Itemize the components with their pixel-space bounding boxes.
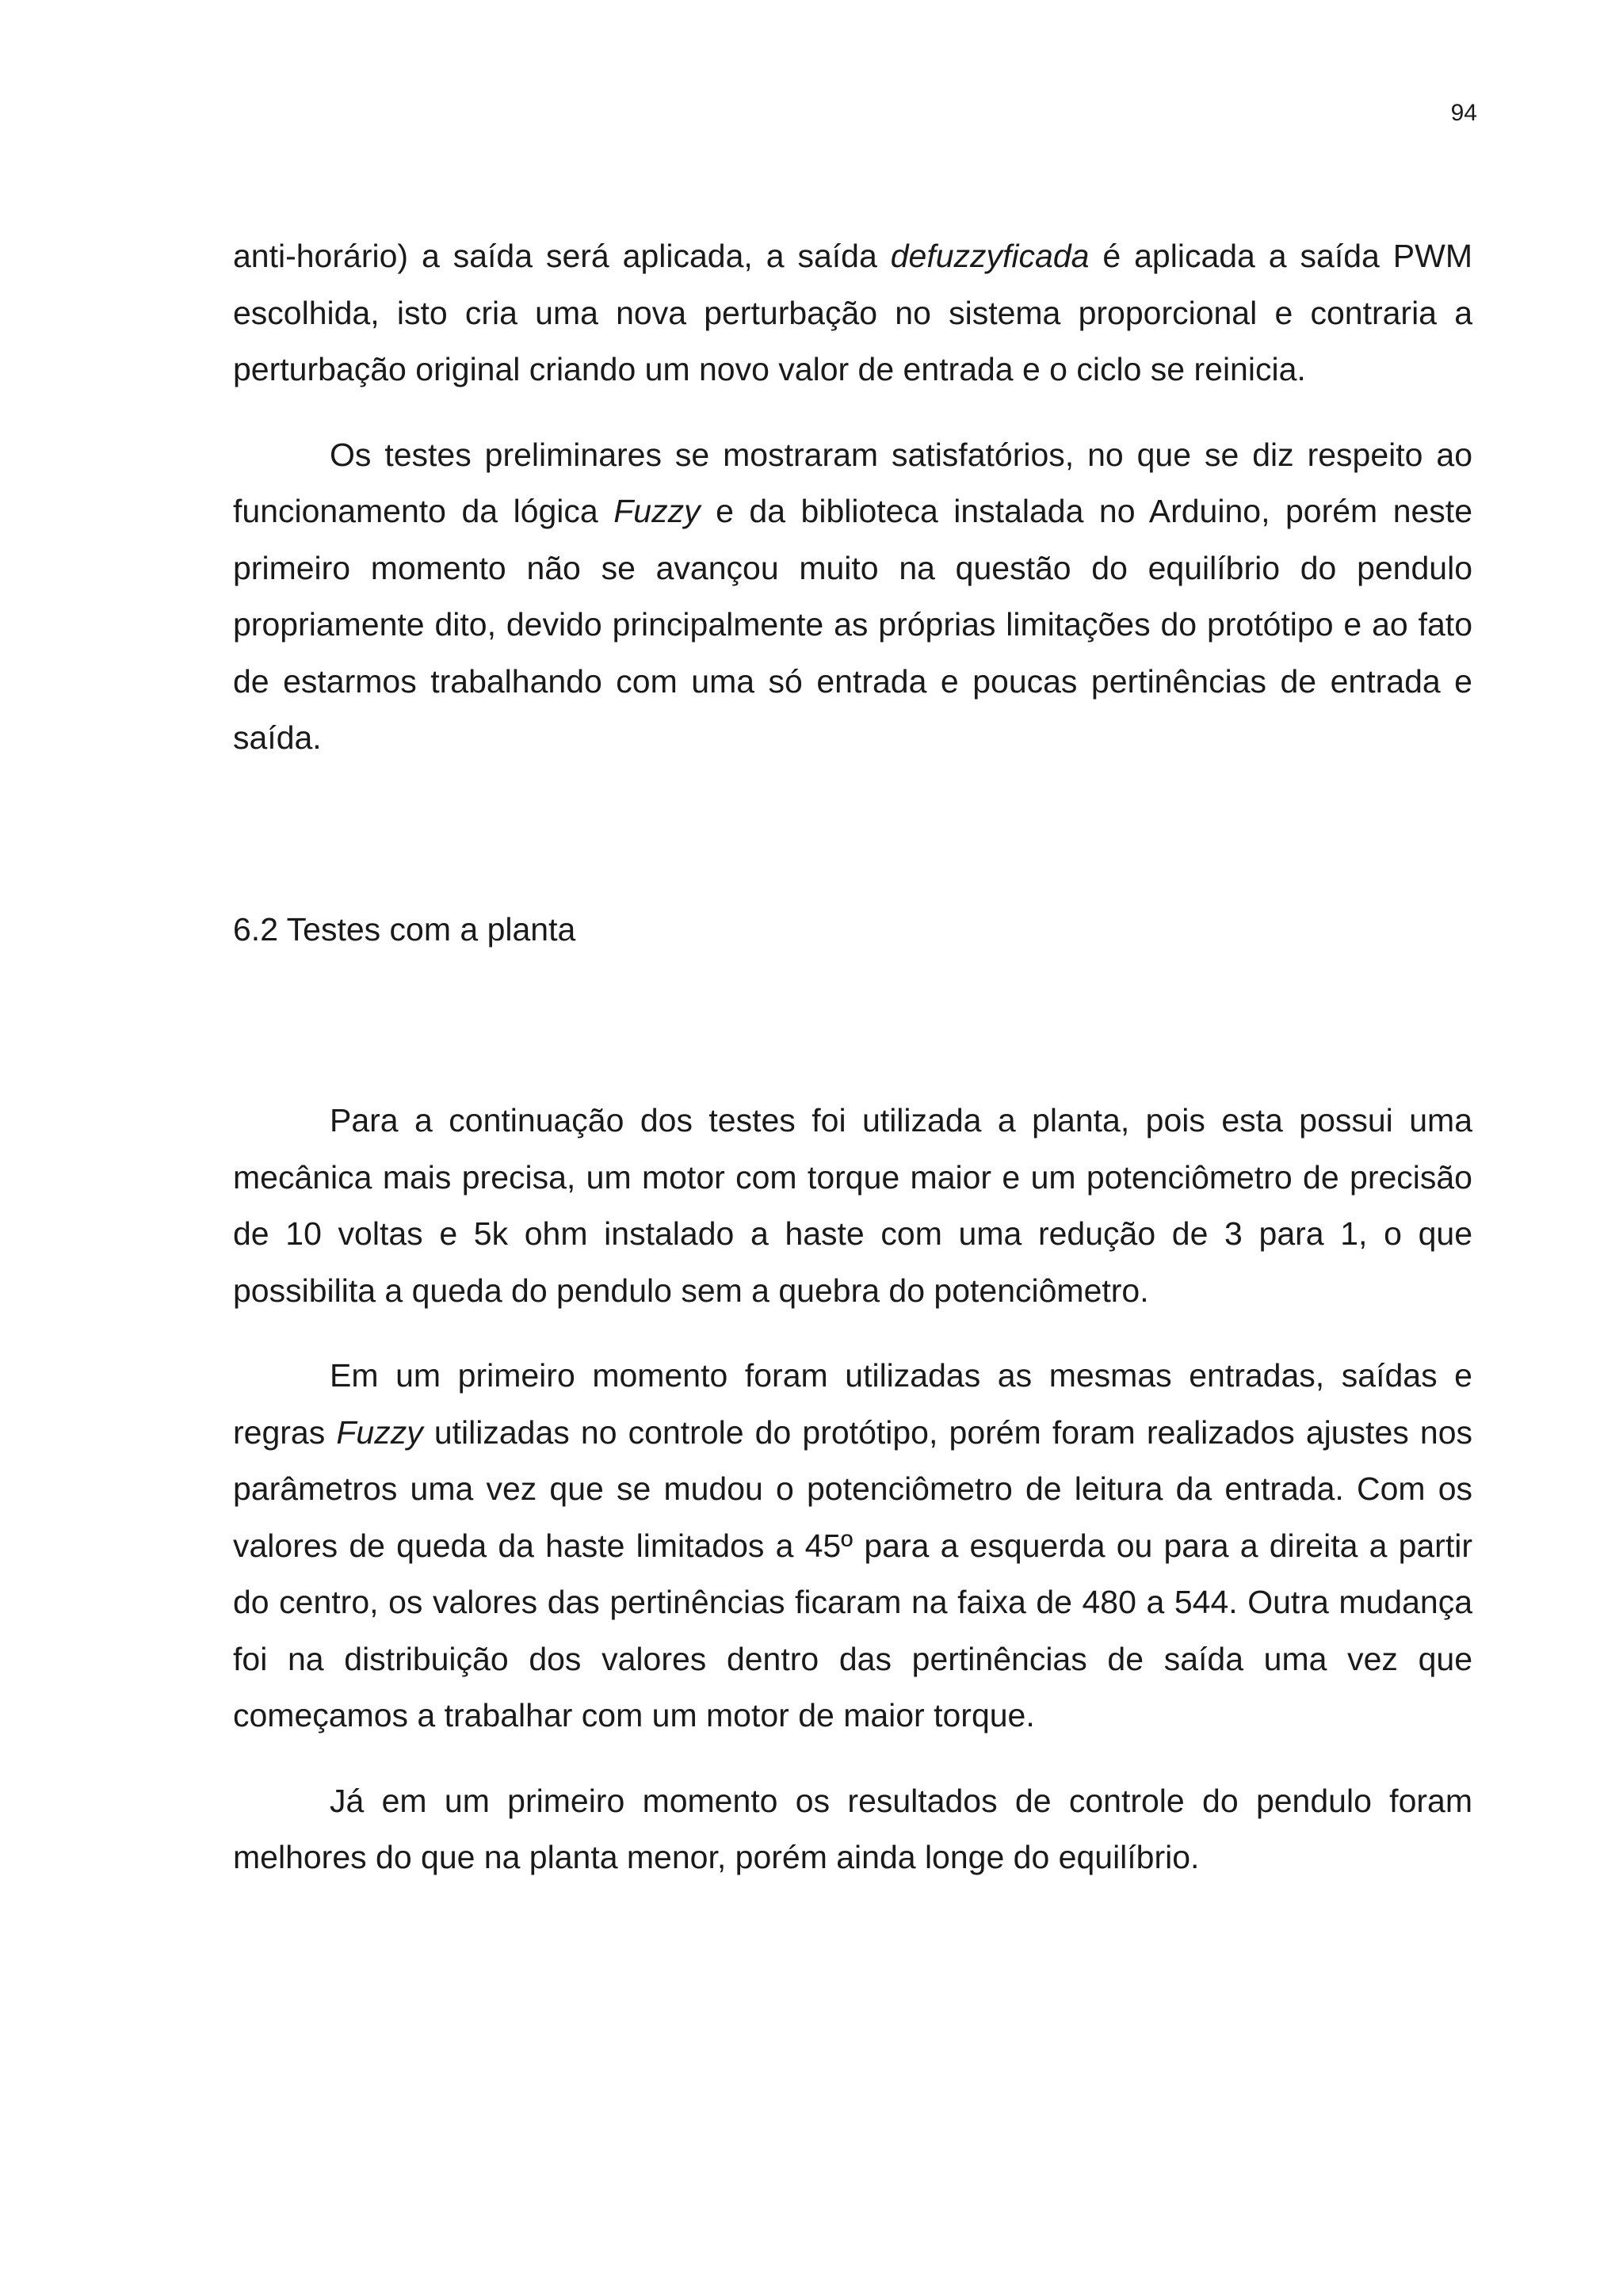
paragraph-1-italic-term: defuzzyficada bbox=[890, 238, 1090, 274]
spacer bbox=[233, 958, 1472, 1093]
paragraph-1 bbox=[233, 228, 1472, 399]
paragraph-4 bbox=[233, 1348, 1472, 1745]
paragraph-4-text-c: utilizadas no controle do protótipo, porém foram realizados ajustes nos parâmetros uma vez que se mudou o potenciômetro de leitura da entrada. Com os valores de queda da haste limitados a 45º para a esquerda ou para a direita a partir do centro, os valores das pertinências ficaram na faixa de 480 a 544. Outra mudança foi na distribuição dos valores dentro das pertinências de saída uma vez que começamos a trabalhar com um motor de maior torque. bbox=[233, 1413, 1472, 1733]
spacer bbox=[233, 399, 1472, 427]
spacer bbox=[233, 1319, 1472, 1348]
paragraph-3: Para a continuação dos testes foi utilizada a planta, pois esta possui uma mecânica mais precisa, um motor com torque maior e um potenciômetro de precisão de 10 voltas e 5k ohm instalado a haste com uma redução de 3 para 1, o que possibilita a queda do pendulo sem a quebra do potenciômetro. bbox=[233, 1102, 1472, 1309]
paragraph-5: Já em um primeiro momento os resultados de controle do pendulo foram melhores do que na planta menor, porém ainda longe do equilíbrio. bbox=[233, 1782, 1472, 1875]
paragraph-2-italic-term: Fuzzy bbox=[613, 493, 701, 529]
paragraph-4-italic-term: Fuzzy bbox=[336, 1413, 423, 1451]
paragraph-1-text-a: anti-horário) a saída será aplicada, a saída bbox=[233, 238, 891, 274]
page-body bbox=[233, 228, 1472, 1886]
section-heading: 6.2 Testes com a planta bbox=[233, 910, 576, 948]
page-number: 94 bbox=[1450, 100, 1477, 126]
paragraph-4-text-a: Em um primeiro momento foram utilizadas as mesmas entradas, saídas e regras bbox=[233, 1357, 1472, 1451]
spacer bbox=[233, 1745, 1472, 1773]
paragraph-2-text-a: Os testes preliminares se mostraram satisfatórios, no que se diz respeito ao funcionamento da lógica bbox=[233, 436, 1472, 529]
paragraph-2-text-c: e da biblioteca instalada no Arduino, porém neste primeiro momento não se avançou muito na questão do equilíbrio do pendulo propriamente dito, devido principalmente as próprias limitações do protótipo e ao fato de estarmos trabalhando com uma só entrada e poucas pertinências de entrada e saída. bbox=[233, 493, 1472, 756]
paragraph-2 bbox=[233, 427, 1472, 767]
paragraph-1-text-c: é aplicada a saída PWM escolhida, isto cria uma nova perturbação no sistema proporcional e contraria a perturbação original criando um novo valor de entrada e o ciclo se reinicia. bbox=[233, 238, 1472, 387]
spacer bbox=[233, 767, 1472, 902]
